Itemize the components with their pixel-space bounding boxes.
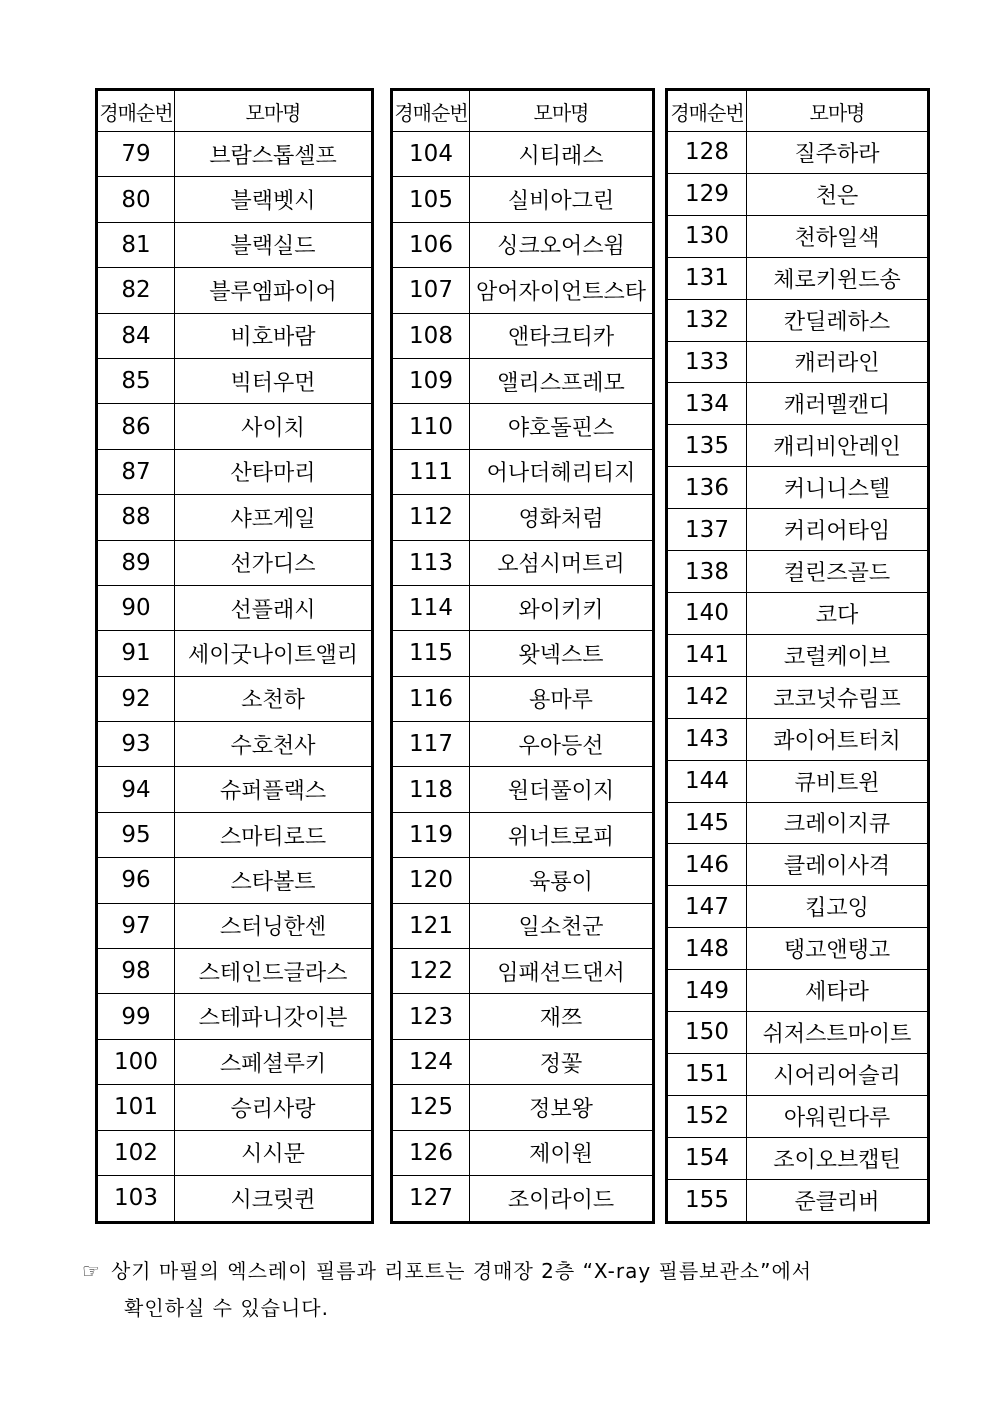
auction-number: 89 [97,540,175,585]
table-row [667,718,929,760]
table-row [392,313,654,358]
mare-name: 스테파니갓이븐 [175,994,373,1039]
table-row [667,886,929,928]
footnote-line-2: 확인하실 수 있습니다. [124,1296,329,1320]
footnote-text-1: 상기 마필의 엑스레이 필름과 리포트는 경매장 2층 “X-ray 필름보관소”에서 [110,1259,813,1283]
table-row [97,1039,373,1084]
auction-number: 111 [392,449,470,494]
mare-name: 우아등선 [470,722,654,767]
table-row [97,1085,373,1130]
auction-number: 107 [392,268,470,313]
mare-name: 블랙벳시 [175,177,373,222]
table-row [392,449,654,494]
header-number: 경매순번 [392,90,470,132]
auction-number: 150 [667,1012,747,1054]
table-row [97,177,373,222]
mare-name: 조이라이드 [470,1175,654,1222]
table-row [392,1039,654,1084]
auction-number: 126 [392,1130,470,1175]
table-row [667,802,929,844]
mare-name: 선플래시 [175,585,373,630]
mare-name: 용마루 [470,676,654,721]
auction-number: 120 [392,858,470,903]
header-name: 모마명 [175,90,373,132]
mare-name: 스터닝한센 [175,903,373,948]
auction-number: 142 [667,676,747,718]
mare-name: 빅터우먼 [175,358,373,403]
auction-number: 98 [97,949,175,994]
auction-number: 103 [97,1175,175,1222]
table-row [667,132,929,174]
mare-name: 천은 [747,173,929,215]
mare-name: 체로키윈드송 [747,257,929,299]
header-number: 경매순번 [667,90,747,132]
mare-name: 컬린즈골드 [747,551,929,593]
table-row [667,970,929,1012]
auction-number: 102 [97,1130,175,1175]
auction-number: 95 [97,812,175,857]
table-row [392,222,654,267]
auction-number: 92 [97,676,175,721]
mare-name: 블랙실드 [175,222,373,267]
table-row [392,949,654,994]
mare-name: 캐러라인 [747,341,929,383]
auction-number: 113 [392,540,470,585]
auction-number: 101 [97,1085,175,1130]
table-row [97,540,373,585]
auction-number: 131 [667,257,747,299]
table-row [97,949,373,994]
table-row [97,903,373,948]
auction-number: 86 [97,404,175,449]
auction-number: 132 [667,299,747,341]
auction-number: 146 [667,844,747,886]
table-row [667,634,929,676]
table-row [97,222,373,267]
mare-name: 샤프게일 [175,495,373,540]
table-row [667,1012,929,1054]
mare-name: 캐리비안레인 [747,425,929,467]
auction-number: 116 [392,676,470,721]
mare-name: 정보왕 [470,1085,654,1130]
auction-number: 94 [97,767,175,812]
mare-name: 탱고앤탱고 [747,928,929,970]
mare-name: 블루엠파이어 [175,268,373,313]
mare-name: 커니니스텔 [747,467,929,509]
auction-number: 129 [667,173,747,215]
mare-name: 원더풀이지 [470,767,654,812]
mare-name: 세이굿나이트앨리 [175,631,373,676]
table-row [392,994,654,1039]
table-row [97,722,373,767]
auction-number: 141 [667,634,747,676]
table-row [667,551,929,593]
auction-table-1 [95,88,374,1224]
auction-number: 104 [392,132,470,177]
table-row [667,467,929,509]
mare-name: 아워린다루 [747,1095,929,1137]
mare-name: 재쯔 [470,994,654,1039]
mare-name: 질주하라 [747,132,929,174]
table-row [667,425,929,467]
table-row [392,903,654,948]
auction-number: 90 [97,585,175,630]
mare-name: 야호돌핀스 [470,404,654,449]
auction-number: 109 [392,358,470,403]
mare-name: 콰이어트터치 [747,718,929,760]
auction-number: 149 [667,970,747,1012]
mare-name: 앤타크티카 [470,313,654,358]
auction-number: 114 [392,585,470,630]
mare-name: 코다 [747,592,929,634]
table-row [97,994,373,1039]
table-row [392,268,654,313]
auction-number: 82 [97,268,175,313]
auction-number: 133 [667,341,747,383]
mare-name: 산타마리 [175,449,373,494]
auction-number: 117 [392,722,470,767]
auction-number: 144 [667,760,747,802]
table-row [667,928,929,970]
table-row [392,404,654,449]
table-row [97,858,373,903]
auction-number: 93 [97,722,175,767]
auction-number: 80 [97,177,175,222]
table-row [667,676,929,718]
auction-table-2 [390,88,655,1224]
mare-name: 승리사랑 [175,1085,373,1130]
table-row [392,631,654,676]
auction-number: 143 [667,718,747,760]
auction-number: 112 [392,495,470,540]
table-row [667,173,929,215]
auction-number: 97 [97,903,175,948]
mare-name: 스마티로드 [175,812,373,857]
mare-name: 크레이지큐 [747,802,929,844]
auction-number: 154 [667,1137,747,1179]
mare-name: 영화처럼 [470,495,654,540]
table-row [97,495,373,540]
auction-number: 155 [667,1179,747,1222]
table-row [97,1175,373,1222]
mare-name: 준클리버 [747,1179,929,1222]
mare-name: 캐러멜캔디 [747,383,929,425]
auction-number: 88 [97,495,175,540]
auction-number: 110 [392,404,470,449]
header-name: 모마명 [747,90,929,132]
auction-number: 125 [392,1085,470,1130]
table-row [392,540,654,585]
table-row [392,722,654,767]
auction-number: 127 [392,1175,470,1222]
auction-number: 134 [667,383,747,425]
mare-name: 커리어타임 [747,509,929,551]
auction-number: 121 [392,903,470,948]
table-row [392,1175,654,1222]
auction-number: 81 [97,222,175,267]
table-row [97,767,373,812]
mare-name: 암어자이언트스타 [470,268,654,313]
auction-number: 91 [97,631,175,676]
auction-number: 140 [667,592,747,634]
auction-number: 119 [392,812,470,857]
auction-number: 128 [667,132,747,174]
mare-name: 슈퍼플랙스 [175,767,373,812]
auction-number: 136 [667,467,747,509]
mare-name: 시시문 [175,1130,373,1175]
auction-number: 118 [392,767,470,812]
table-row [667,509,929,551]
mare-name: 스페셜루키 [175,1039,373,1084]
table-row [667,215,929,257]
mare-name: 시어리어슬리 [747,1053,929,1095]
table-row [392,676,654,721]
table-row [97,404,373,449]
mare-name: 세타라 [747,970,929,1012]
table-row [392,1085,654,1130]
mare-name: 왓넥스트 [470,631,654,676]
table-row [667,760,929,802]
mare-name: 시티래스 [470,132,654,177]
table-row [97,358,373,403]
mare-name: 제이원 [470,1130,654,1175]
table-row [667,844,929,886]
mare-name: 소천하 [175,676,373,721]
auction-number: 100 [97,1039,175,1084]
mare-name: 코코넛슈림프 [747,676,929,718]
header-number: 경매순번 [97,90,175,132]
table-row [97,631,373,676]
table-row [97,1130,373,1175]
footnote-line-1 [82,1253,942,1290]
table-row [97,676,373,721]
table-row [392,585,654,630]
table-row [97,313,373,358]
mare-name: 시크릿퀸 [175,1175,373,1222]
table-row [667,299,929,341]
table-row [392,767,654,812]
table-row [392,858,654,903]
auction-number: 105 [392,177,470,222]
mare-name: 브람스톱셀프 [175,132,373,177]
mare-name: 임패션드댄서 [470,949,654,994]
mare-name: 어나더헤리티지 [470,449,654,494]
auction-number: 137 [667,509,747,551]
table-row [392,812,654,857]
auction-number: 135 [667,425,747,467]
table-row [392,132,654,177]
table-row [97,449,373,494]
mare-name: 사이치 [175,404,373,449]
mare-name: 육룡이 [470,858,654,903]
mare-name: 쉬저스트마이트 [747,1012,929,1054]
table-row [667,257,929,299]
auction-table-3 [665,88,930,1224]
mare-name: 수호천사 [175,722,373,767]
table-row [392,358,654,403]
auction-number: 152 [667,1095,747,1137]
mare-name: 정꽃 [470,1039,654,1084]
mare-name: 위너트로피 [470,812,654,857]
mare-name: 오섬시머트리 [470,540,654,585]
mare-name: 클레이사격 [747,844,929,886]
mare-name: 조이오브캡틴 [747,1137,929,1179]
mare-name: 스테인드글라스 [175,949,373,994]
pointing-hand-icon: ☞ [82,1259,101,1283]
table-row [667,592,929,634]
footnote [82,1253,942,1327]
table-row [392,177,654,222]
mare-name: 실비아그린 [470,177,654,222]
auction-number: 106 [392,222,470,267]
table-row [392,1130,654,1175]
auction-number: 123 [392,994,470,1039]
mare-name: 앨리스프레모 [470,358,654,403]
mare-name: 선가디스 [175,540,373,585]
auction-number: 130 [667,215,747,257]
table-row [97,132,373,177]
table-row [97,812,373,857]
mare-name: 천하일색 [747,215,929,257]
header-name: 모마명 [470,90,654,132]
auction-number: 87 [97,449,175,494]
auction-number: 148 [667,928,747,970]
mare-name: 싱크오어스윔 [470,222,654,267]
table-row [97,268,373,313]
auction-number: 138 [667,551,747,593]
auction-number: 79 [97,132,175,177]
auction-number: 84 [97,313,175,358]
mare-name: 와이키키 [470,585,654,630]
auction-number: 147 [667,886,747,928]
mare-name: 큐비트윈 [747,760,929,802]
mare-name: 킵고잉 [747,886,929,928]
mare-name: 코럴케이브 [747,634,929,676]
auction-number: 99 [97,994,175,1039]
table-row [667,1137,929,1179]
table-row [97,585,373,630]
auction-number: 122 [392,949,470,994]
auction-number: 124 [392,1039,470,1084]
auction-number: 85 [97,358,175,403]
table-row [667,1095,929,1137]
auction-number: 151 [667,1053,747,1095]
table-row [667,341,929,383]
table-row [667,1053,929,1095]
mare-name: 비호바람 [175,313,373,358]
auction-number: 145 [667,802,747,844]
table-row [667,383,929,425]
mare-name: 칸딜레하스 [747,299,929,341]
table-row [667,1179,929,1222]
table-row [392,495,654,540]
mare-name: 스타볼트 [175,858,373,903]
mare-name: 일소천군 [470,903,654,948]
auction-number: 115 [392,631,470,676]
auction-number: 108 [392,313,470,358]
auction-number: 96 [97,858,175,903]
